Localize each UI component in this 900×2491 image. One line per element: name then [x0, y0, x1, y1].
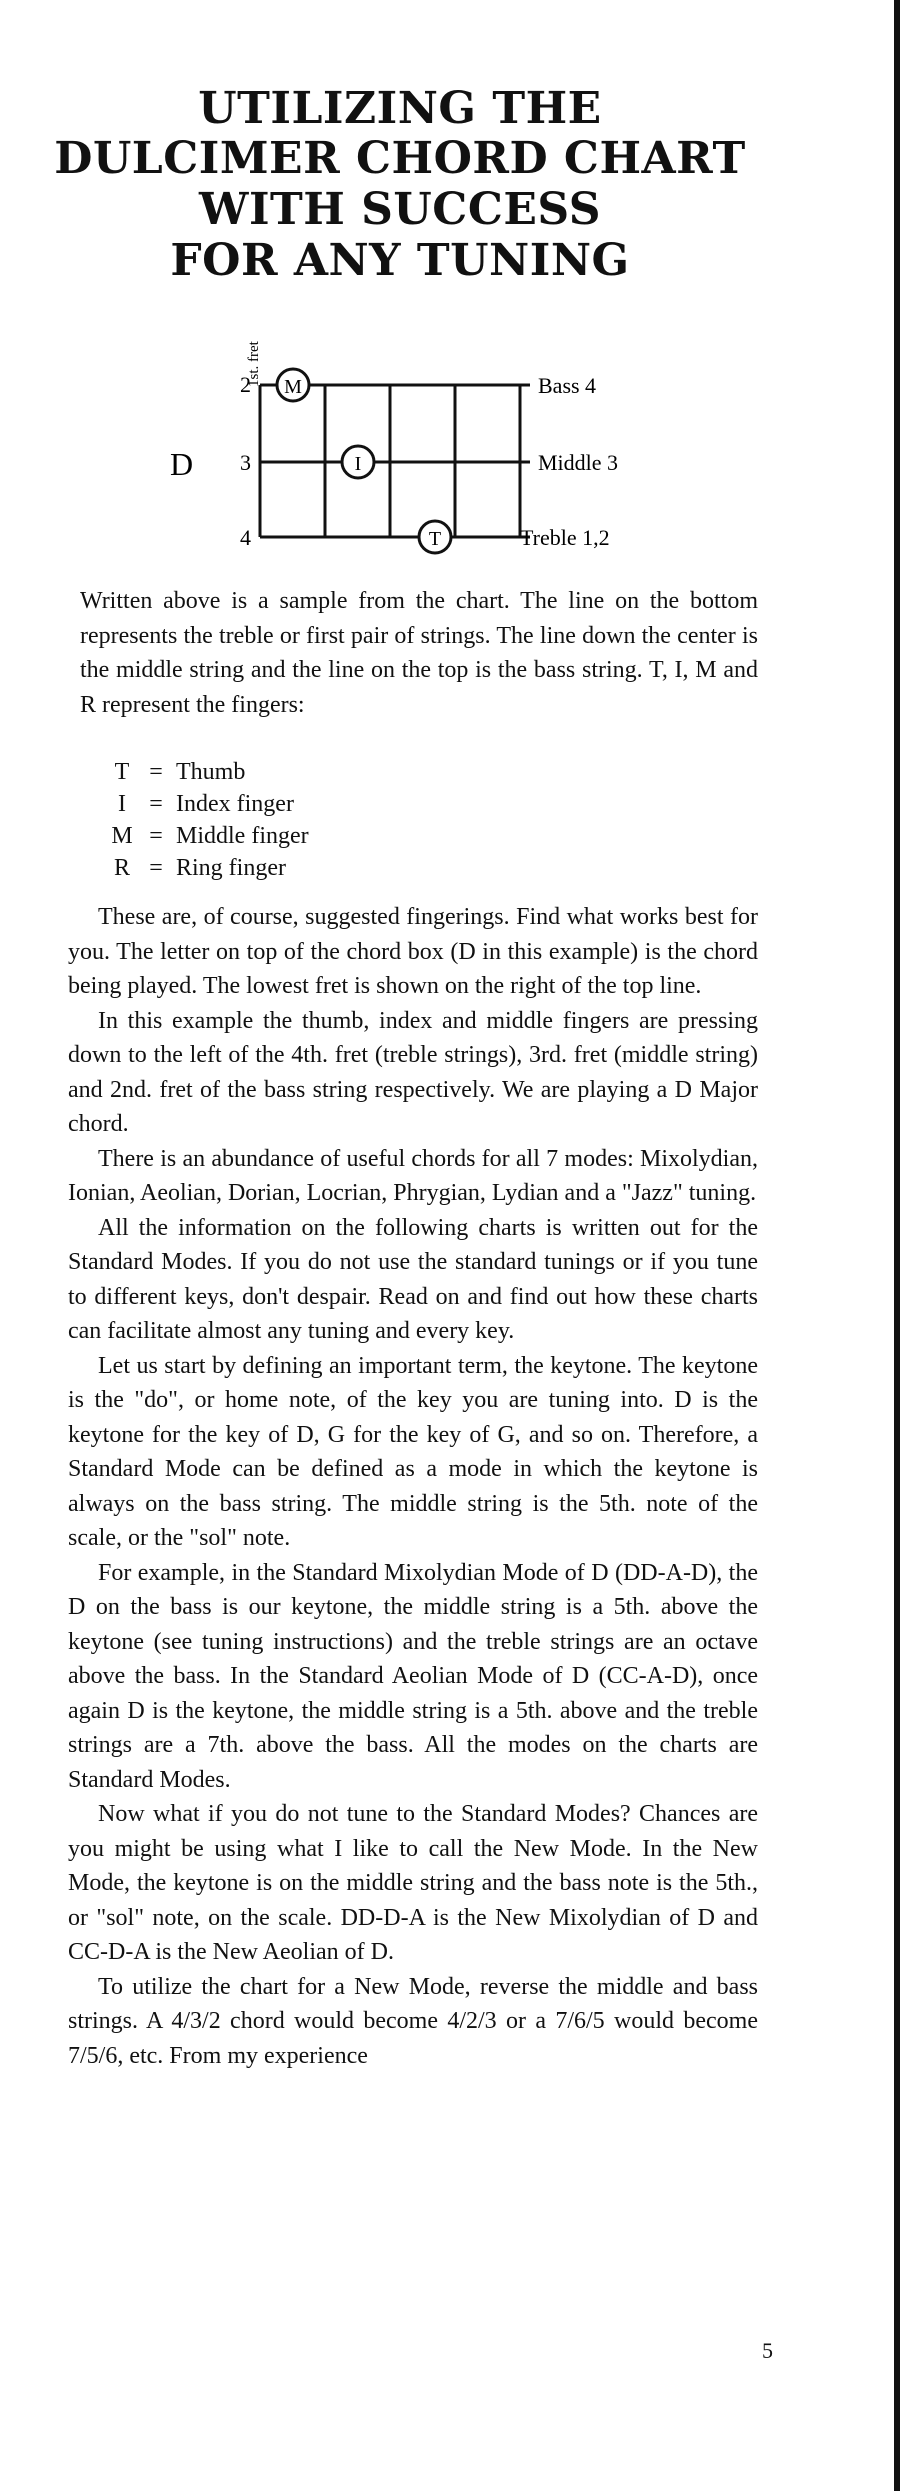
- string-label-bass: Bass 4: [538, 373, 597, 398]
- title-line-4: FOR ANY TUNING: [170, 235, 630, 286]
- finger-legend-row: [108, 788, 476, 820]
- finger-marker-index-label: I: [354, 453, 362, 475]
- finger-name: Thumb: [176, 759, 246, 785]
- finger-letter: T: [114, 759, 130, 785]
- paragraph-fingerings: These are, of course, suggested fingerings. Find what works best for you. The letter on top of the chord box (D in this example) is the chord being played. The lowest fret is shown on the right of the top line.: [68, 904, 758, 999]
- finger-legend-row: [108, 756, 476, 788]
- fret-number-treble: 4: [240, 525, 251, 550]
- finger-legend: [108, 756, 476, 884]
- paragraph-keytone: Let us start by defining an important term, the keytone. The keytone is the "do", or home note, of the key you are tuning into. D is the keytone for the key of D, G for the key of G, and so on. Therefore, a Standard Mode can be defined as a mode in which the keytone is always on the bass string. The middle string is the 5th. note of the scale, or the "sol" note.: [68, 1352, 758, 1551]
- finger-name: Middle finger: [176, 823, 309, 849]
- finger-letter: M: [111, 823, 133, 849]
- paragraph-mixolydian-example: For example, in the Standard Mixolydian Mode of D (DD-A-D), the D on the bass is our keytone, the middle string is a 5th. above the keytone (see tuning instructions) and the treble strings are an octave above the bass. In the Standard Aeolian Mode of D (CC-A-D), once again D is the keytone, the middle string is a 5th. above and the treble strings are a 7th. above the bass. All the modes on the charts are Standard Modes.: [68, 1559, 758, 1793]
- title-line-1: UTILIZING THE: [198, 83, 602, 134]
- fret-header-label: 1st. fret: [246, 341, 262, 387]
- finger-legend-row: [108, 852, 476, 884]
- finger-marker-middle-label: M: [284, 376, 302, 398]
- paragraph-reverse-strings: To utilize the chart for a New Mode, reverse the middle and bass strings. A 4/3/2 chord would become 4/2/3 or a 7/6/5 would become 7/5/6, etc. From my experience: [68, 1973, 758, 2069]
- fret-number-bass: 2: [240, 372, 251, 397]
- finger-legend-row: [108, 820, 476, 852]
- string-label-treble: Treble 1,2: [520, 525, 610, 550]
- body-column: [68, 900, 758, 2073]
- equals-sign: =: [149, 855, 163, 881]
- finger-letter: I: [118, 791, 126, 817]
- string-label-middle: Middle 3: [538, 450, 619, 475]
- paragraph-intro: Written above is a sample from the chart. The line on the bottom represents the treble or first pair of strings. The line down the center is the middle string and the line on the top is the bass string. T, I, M and R represent the fingers:: [80, 588, 758, 718]
- chord-letter: D: [170, 446, 194, 482]
- fret-number-middle: 3: [240, 450, 251, 475]
- page-edge-rule: [894, 0, 900, 2491]
- finger-name: Index finger: [176, 791, 294, 817]
- finger-marker-thumb-label: T: [428, 528, 442, 550]
- equals-sign: =: [149, 759, 163, 785]
- paragraph-example: In this example the thumb, index and middle fingers are pressing down to the left of the 4th. fret (treble strings), 3rd. fret (middle string) and 2nd. fret of the bass string respectively. We are playing a D Major chord.: [68, 1007, 758, 1137]
- paragraph-standard-modes: All the information on the following charts is written out for the Standard Modes. If you do not use the standard tunings or if you tune to different keys, don't despair. Read on and find out how these charts can facilitate almost any tuning and every key.: [68, 1214, 758, 1344]
- equals-sign: =: [149, 823, 163, 849]
- paragraph-modes: There is an abundance of useful chords for all 7 modes: Mixolydian, Ionian, Aeolian, Dorian, Locrian, Phrygian, Lydian and a "Jazz" tuning.: [68, 1145, 758, 1206]
- finger-letter: R: [113, 855, 130, 881]
- equals-sign: =: [149, 791, 163, 817]
- finger-name: Ring finger: [176, 855, 286, 881]
- page-number: 5: [762, 2338, 773, 2363]
- chord-diagram: [150, 315, 710, 565]
- title-line-2: DULCIMER CHORD CHART: [54, 133, 746, 184]
- title-line-3: WITH SUCCESS: [199, 184, 601, 235]
- paragraph-new-mode: Now what if you do not tune to the Standard Modes? Chances are you might be using what I like to call the New Mode. In the New Mode, the keytone is on the middle string and the bass note is the 5th., or "sol" note, on the scale. DD-D-A is the New Mixolydian of D and CC-D-A is the New Aeolian of D.: [68, 1801, 758, 1965]
